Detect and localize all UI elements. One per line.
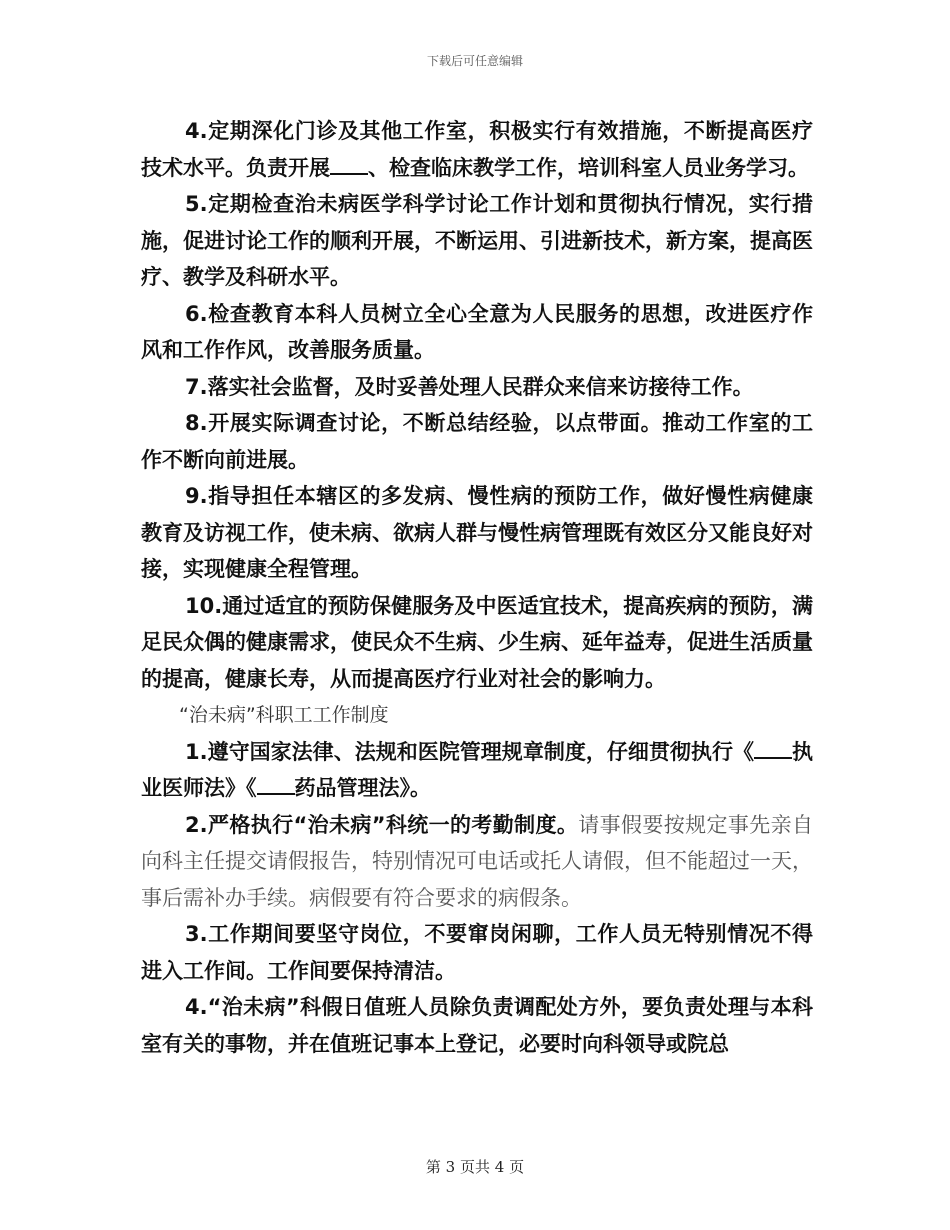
paragraph-6: 6.检查教育本科人员树立全心全意为人民服务的思想，改进医疗作风和工作作风，改善服务质量。 <box>141 301 813 362</box>
rule-1-text-b: 执业医师法》《 <box>141 739 813 800</box>
rule-2-bold-text: 2.严格执行“治未病”科统一的考勤制度。 <box>185 812 579 837</box>
paragraph-4 <box>141 113 813 186</box>
paragraph-4-text-a: 4.定期深化门诊及其他工作室，积极实行有效措施，不断提高医疗技术水平。负责开展 <box>141 119 813 180</box>
paragraph-9: 9.指导担任本辖区的多发病、慢性病的预防工作，做好慢性病健康教育及访视工作，使未病、欲病人群与慢性病管理既有效区分又能良好对接，实现健康全程管理。 <box>141 484 813 581</box>
rule-2 <box>141 807 813 917</box>
blank-underline <box>257 773 295 795</box>
section-title: “治未病”科职工工作制度 <box>179 704 389 726</box>
rule-1-text-c: 药品管理法》。 <box>294 776 431 800</box>
paragraph-8: 8.开展实际调查讨论，不断总结经验，以点带面。推动工作室的工作不断向前进展。 <box>141 411 813 472</box>
paragraph-10: 10.通过适宜的预防保健服务及中医适宜技术，提高疾病的预防，满足民众偶的健康需求，使民众不生病、少生病、延年益寿，促进生活质量的提高，健康长寿，从而提高医疗行业对社会的影响力。 <box>141 593 813 691</box>
rule-2-normal-text: 请事假要按规定事先亲自向科主任提交请假报告，特别情况可电话或托人请假，但不能超过一天，事后需补办手续。病假要有符合要求的病假条。 <box>141 812 813 910</box>
blank-underline <box>754 737 792 759</box>
rule-4: 4.“治未病”科假日值班人员除负责调配处方外，要负责处理与本科室有关的事物，并在值班记事本上登记，必要时向科领导或院总 <box>141 995 813 1056</box>
document-body <box>141 113 813 1062</box>
rule-1-text-a: 1.遵守国家法律、法规和医院管理规章制度，仔细贯彻执行《 <box>185 739 754 764</box>
paragraph-5: 5.定期检查治未病医学科学讨论工作计划和贯彻执行情况，实行措施，促进讨论工作的顺利开展，不断运用、引进新技术，新方案，提高医疗、教学及科研水平。 <box>141 192 813 289</box>
page-footer: 第 3 页共 4 页 <box>425 1158 525 1176</box>
blank-underline <box>330 153 368 175</box>
paragraph-7: 7.落实社会监督，及时妥善处理人民群众来信来访接待工作。 <box>185 374 754 399</box>
page-header: 下载后可任意编辑 <box>426 54 523 68</box>
rule-3: 3.工作期间要坚守岗位，不要窜岗闲聊，工作人员无特别情况不得进入工作间。工作间要保持清洁。 <box>141 922 813 983</box>
paragraph-4-text-b: 、检查临床教学工作，培训科室人员业务学习。 <box>368 155 809 180</box>
rule-1 <box>141 734 813 807</box>
